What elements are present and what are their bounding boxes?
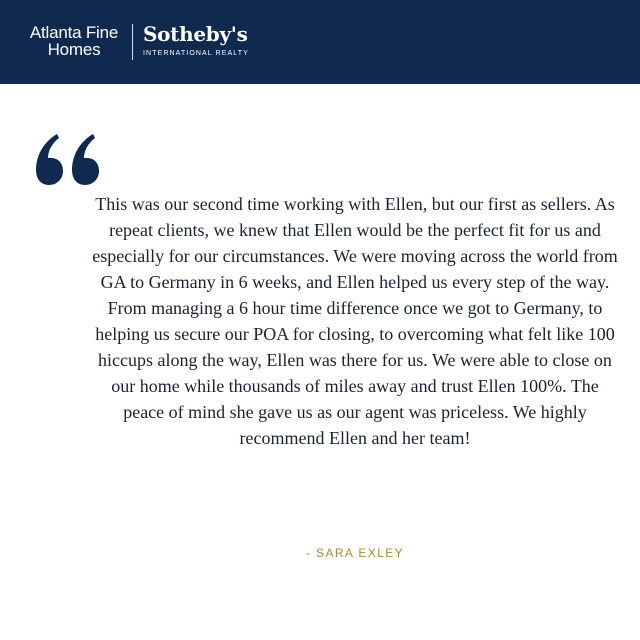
brand-line-2: Homes: [47, 40, 101, 59]
header-bar: [0, 0, 640, 84]
brand-atlanta-fine-homes: [22, 24, 126, 58]
brand-sothebys-logo: [143, 22, 249, 59]
brand-line-1: Atlanta Fine: [29, 23, 119, 42]
testimonial-attribution: - SARA EXLEY: [305, 546, 405, 560]
testimonial-text: This was our second time working with Ellen, but our first as sellers. As repeat clients, we knew that Ellen would be the perfect fit for us and especially for our circumstances. We were moving across the world from GA to Germany in 6 weeks, and Ellen helped us every step of the way. From managing a 6 hour time difference once we got to Germany, to helping us secure our POA for closing, to overcoming what felt like 100 hiccups along the way, Ellen was there for us. We were able to close on our home while thousands of miles away and trust Ellen 100%. The peace of mind she gave us as our agent was priceless. We highly recommend Ellen and her team!: [92, 194, 618, 448]
brand-subtitle: INTERNATIONAL REALTY: [143, 50, 249, 57]
brand-name: Sotheby's: [143, 22, 248, 46]
open-quote-icon: [34, 132, 106, 188]
brand-divider: [132, 24, 133, 60]
